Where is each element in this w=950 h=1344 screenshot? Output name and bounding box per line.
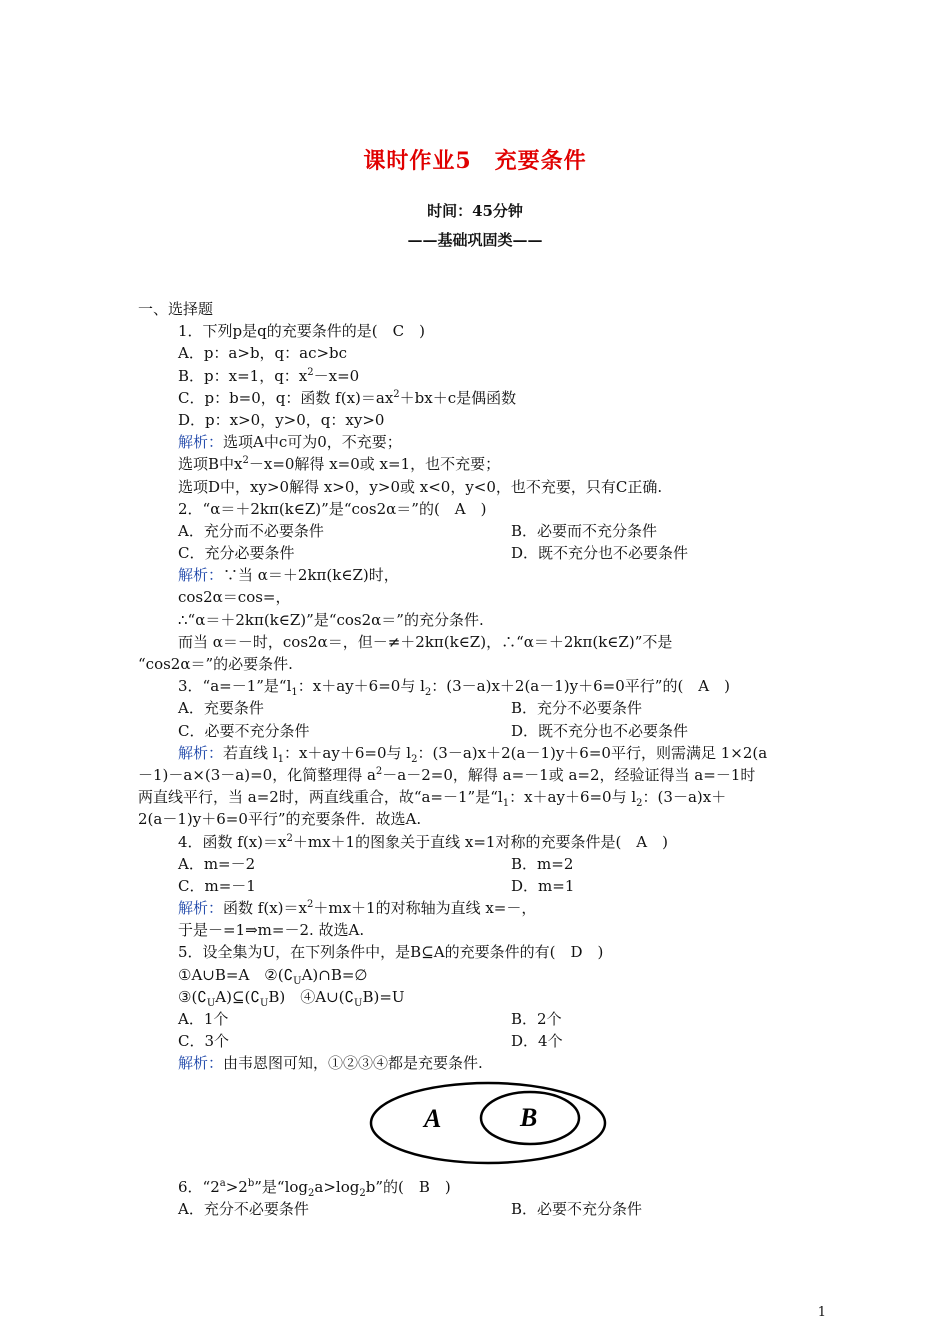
q5-solution: 解析：由韦恩图可知，①②③④都是充要条件. — [178, 1054, 483, 1073]
q4-options-row: C．m=－1 D．m=1 — [178, 876, 575, 895]
q1-option-a: A．p：a>b，q：ac>bc — [178, 344, 348, 363]
q2-solution-line: 而当 α＝－时，cos2α＝，但－≠＋2kπ(k∈Z)，∴“α＝＋2kπ(k∈Z)”不是 — [178, 632, 673, 651]
q3-options-row: A．充要条件 B．充分不必要条件 — [178, 699, 643, 718]
venn-label-a: A — [424, 1104, 442, 1133]
question-5: 5．设全集为U，在下列条件中，是B⊆A的充要条件的有( D ) — [178, 943, 604, 962]
q5-options-row: A．1个 B．2个 — [178, 1010, 562, 1028]
q3-solution: 解析：若直线 $l_1$：x＋ay＋6=0与 $l_2$：(3－a)x＋2(a－1)y＋6=0平行，则需满足 1×2(a — [178, 743, 768, 765]
page-title: 课时作业5 充要条件 — [363, 148, 587, 174]
q2-solution-line: cos2α＝cos=， — [178, 588, 291, 607]
solution-label: 解析： — [178, 899, 224, 918]
q3-solution-line: 两直线平行，当 a=2时，两直线重合，故“a=－1”是“$l_1$：x＋ay＋6=0与 $l_2$：(3－a)x＋ — [138, 788, 727, 810]
q4-solution-line: 于是－=1⇒m=－2. 故选A. — [178, 921, 365, 940]
question-2: 2．“α＝＋2kπ(k∈Z)”是“cos2α＝”的( A ) — [178, 499, 487, 518]
solution-label: 解析： — [178, 743, 224, 762]
q2-solution-line: “cos2α＝”的必要条件. — [138, 655, 293, 673]
q1-solution-line: 选项D中，xy>0解得 x>0，y>0或 x<0，y<0，也不充要，只有C正确. — [178, 477, 663, 496]
question-body-continued — [178, 1176, 810, 1220]
q2-solution-line: ∴“α＝＋2kπ(k∈Z)”是“cos2α＝”的充分条件. — [178, 610, 484, 629]
question-3: 3．“a=－1”是“$l_1$：x＋ay＋6=0与 $l_2$：(3－a)x＋2(a－1)y＋6=0平行”的( A ) — [178, 677, 730, 699]
solution-label: 解析： — [178, 566, 224, 585]
q1-option-d: D．p：x>0，y>0，q：xy>0 — [178, 410, 385, 429]
q3-options-row: C．必要不充分条件 D．既不充分也不必要条件 — [178, 721, 689, 740]
part-heading: 一、选择题 — [138, 300, 214, 318]
time-limit: 时间：45分钟 — [427, 202, 523, 220]
q5-conditions: $③(∁_UA)⊆(∁_UB)$ $④A\cup(∁_UB)=U$ — [178, 987, 405, 1009]
q1-solution: 解析：选项A中c可为0，不充要； — [178, 433, 402, 452]
q4-solution: 解析：函数 $f(x)=x^2+mx+1$的对称轴为直线 x=－， — [178, 899, 537, 918]
question-4: 4．函数 $f(x)=x^2+mx+1$的图象关于直线 x=1对称的充要条件是( A ) — [178, 832, 668, 851]
q6-options-row: A．充分不必要条件 B．必要不充分条件 — [178, 1200, 643, 1219]
q1-option-b: B．p：x=1，q：$x^2-x=0$ — [178, 366, 360, 385]
solution-label: 解析： — [178, 1054, 224, 1073]
q5-conditions: ①A∪B=A $②(∁_UA)\cap B=\emptyset$ — [178, 965, 368, 987]
venn-diagram — [368, 1080, 608, 1166]
question-1: 1．下列p是q的充要条件的是( C ) — [178, 322, 425, 341]
q1-option-c: C．p：b=0，q：函数 $f(x)=ax^2+bx+c$是偶函数 — [178, 388, 517, 407]
section-heading: ——基础巩固类—— — [407, 231, 543, 249]
q2-options-row: C．充分必要条件 D．既不充分也不必要条件 — [178, 544, 689, 563]
question-6: 6．“$2^a>2^b$”是“$\log_2a>\log_2b$”的( B ) — [178, 1178, 451, 1199]
q3-solution-line: 2(a－1)y＋6=0平行”的充要条件．故选A. — [138, 810, 422, 829]
q5-options-row: C．3个 D．4个 — [178, 1032, 563, 1051]
q2-solution: 解析：∵当 α＝＋2kπ(k∈Z)时， — [178, 566, 399, 585]
venn-label-b: B — [520, 1103, 538, 1132]
q3-solution-line: －1)－a×(3－a)=0，化简整理得 $a^2-a-2=0$，解得 a=－1或 a=2，经验证得当 a=－1时 — [138, 765, 756, 784]
solution-label: 解析： — [178, 433, 224, 452]
q1-solution-line: 选项B中$x^2-x=0$解得 x=0或 x=1，也不充要； — [178, 455, 501, 474]
q4-options-row: A．m=－2 B．m=2 — [178, 854, 574, 873]
venn-outer-ellipse — [371, 1083, 605, 1163]
page-number: 1 — [817, 1305, 826, 1320]
question-body — [138, 298, 810, 1075]
q2-options-row: A．充分而不必要条件 B．必要而不充分条件 — [178, 521, 658, 540]
